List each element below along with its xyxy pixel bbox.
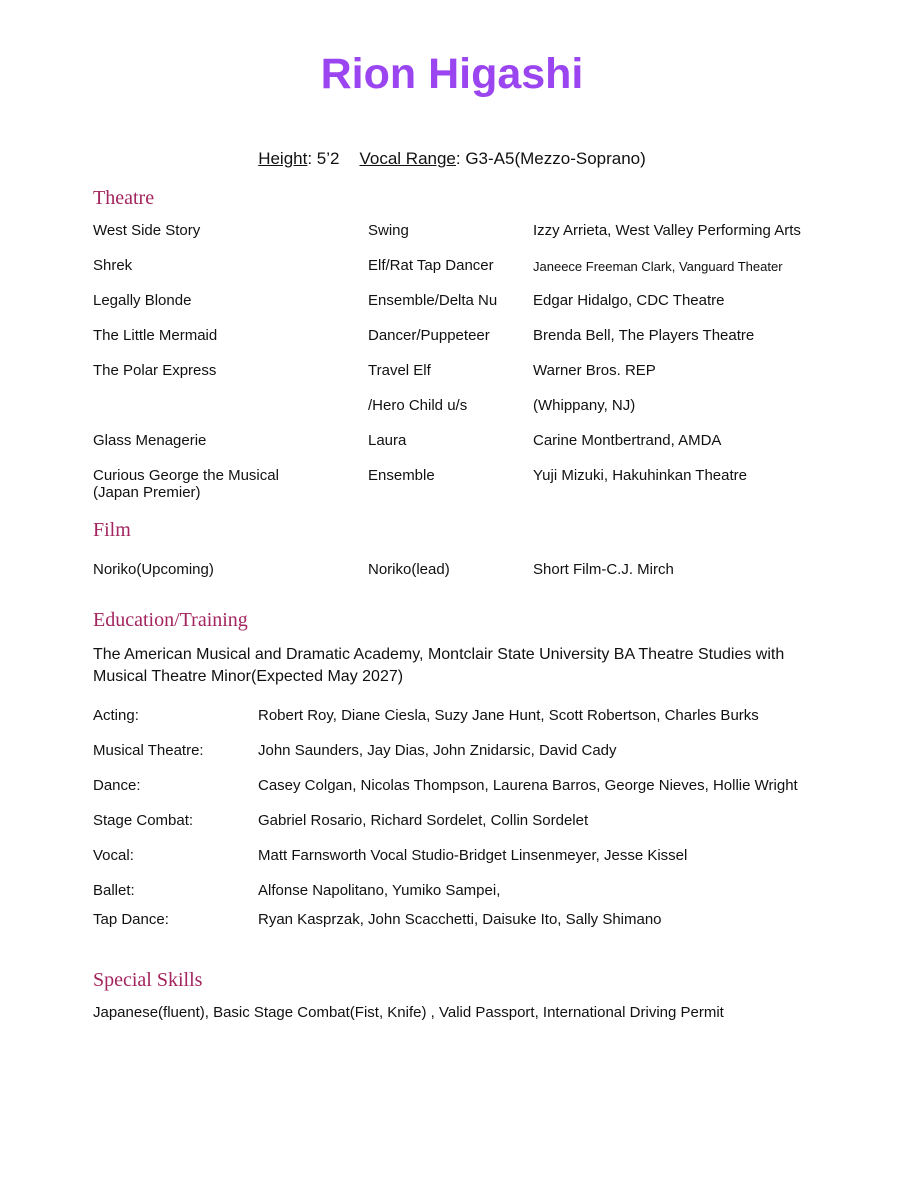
training-area: Stage Combat: [93, 812, 194, 829]
show-title: The Polar Express [93, 362, 217, 379]
role: /Hero Child u/s [368, 397, 468, 414]
show-title: The Little Mermaid [93, 327, 218, 344]
role: Dancer/Puppeteer [368, 327, 490, 344]
show-title-line1: Curious George the Musical [93, 467, 279, 484]
credit: Izzy Arrieta, West Valley Performing Arts [533, 222, 801, 239]
vocal-range-value: : G3-A5(Mezzo-Soprano) [455, 149, 646, 168]
training-area: Vocal: [93, 847, 134, 864]
training-teachers: Matt Farnsworth Vocal Studio-Bridget Linsenmeyer, Jesse Kissel [258, 847, 688, 864]
special-skills-text: Japanese(fluent), Basic Stage Combat(Fist, Knife) , Valid Passport, International Driving Permit [93, 1004, 724, 1021]
training-teachers: John Saunders, Jay Dias, John Znidarsic, David Cady [258, 742, 617, 759]
vocal-range-label: Vocal Range [359, 149, 456, 168]
special-skills-heading: Special Skills [93, 969, 203, 991]
theatre-heading: Theatre [93, 187, 155, 209]
show-title: Glass Menagerie [93, 432, 207, 449]
credit: Edgar Hidalgo, CDC Theatre [533, 292, 725, 309]
show-title-line2: (Japan Premier) [93, 484, 201, 501]
training-area: Tap Dance: [93, 911, 169, 928]
role: Ensemble [368, 467, 435, 484]
education-heading: Education/Training [93, 609, 248, 631]
training-teachers: Alfonse Napolitano, Yumiko Sampei, [258, 882, 501, 899]
credit: Yuji Mizuki, Hakuhinkan Theatre [533, 467, 747, 484]
performer-name: Rion Higashi [320, 50, 584, 98]
stats-line [0, 149, 904, 169]
film-heading: Film [93, 519, 131, 541]
show-title: West Side Story [93, 222, 201, 239]
show-title [93, 467, 353, 501]
show-title: Shrek [93, 257, 133, 274]
role: Ensemble/Delta Nu [368, 292, 498, 309]
education-description: The American Musical and Dramatic Academy, Montclair State University BA Theatre Studies with Musical Theatre Minor(Expected May 2027) [93, 646, 785, 685]
training-area: Musical Theatre: [93, 742, 204, 759]
role: Noriko(lead) [368, 561, 450, 578]
credit: Carine Montbertrand, AMDA [533, 432, 722, 449]
training-teachers: Robert Roy, Diane Ciesla, Suzy Jane Hunt, Scott Robertson, Charles Burks [258, 707, 759, 724]
role: Laura [368, 432, 407, 449]
height-value: : 5’2 [307, 149, 340, 168]
credit: Brenda Bell, The Players Theatre [533, 327, 755, 344]
training-teachers: Ryan Kasprzak, John Scacchetti, Daisuke Ito, Sally Shimano [258, 911, 662, 928]
training-area: Ballet: [93, 882, 135, 899]
role: Travel Elf [368, 362, 431, 379]
role: Elf/Rat Tap Dancer [368, 257, 494, 274]
credit: (Whippany, NJ) [533, 397, 636, 414]
training-teachers: Casey Colgan, Nicolas Thompson, Laurena Barros, George Nieves, Hollie Wright [258, 777, 798, 794]
training-area: Dance: [93, 777, 141, 794]
credit: Short Film-C.J. Mirch [533, 561, 674, 578]
role: Swing [368, 222, 409, 239]
credit: Janeece Freeman Clark, Vanguard Theater [533, 259, 783, 274]
show-title: Legally Blonde [93, 292, 192, 309]
film-title: Noriko(Upcoming) [93, 561, 214, 578]
height-label: Height [258, 149, 308, 168]
credit: Warner Bros. REP [533, 362, 656, 379]
training-teachers: Gabriel Rosario, Richard Sordelet, Collin Sordelet [258, 812, 589, 829]
training-area: Acting: [93, 707, 139, 724]
